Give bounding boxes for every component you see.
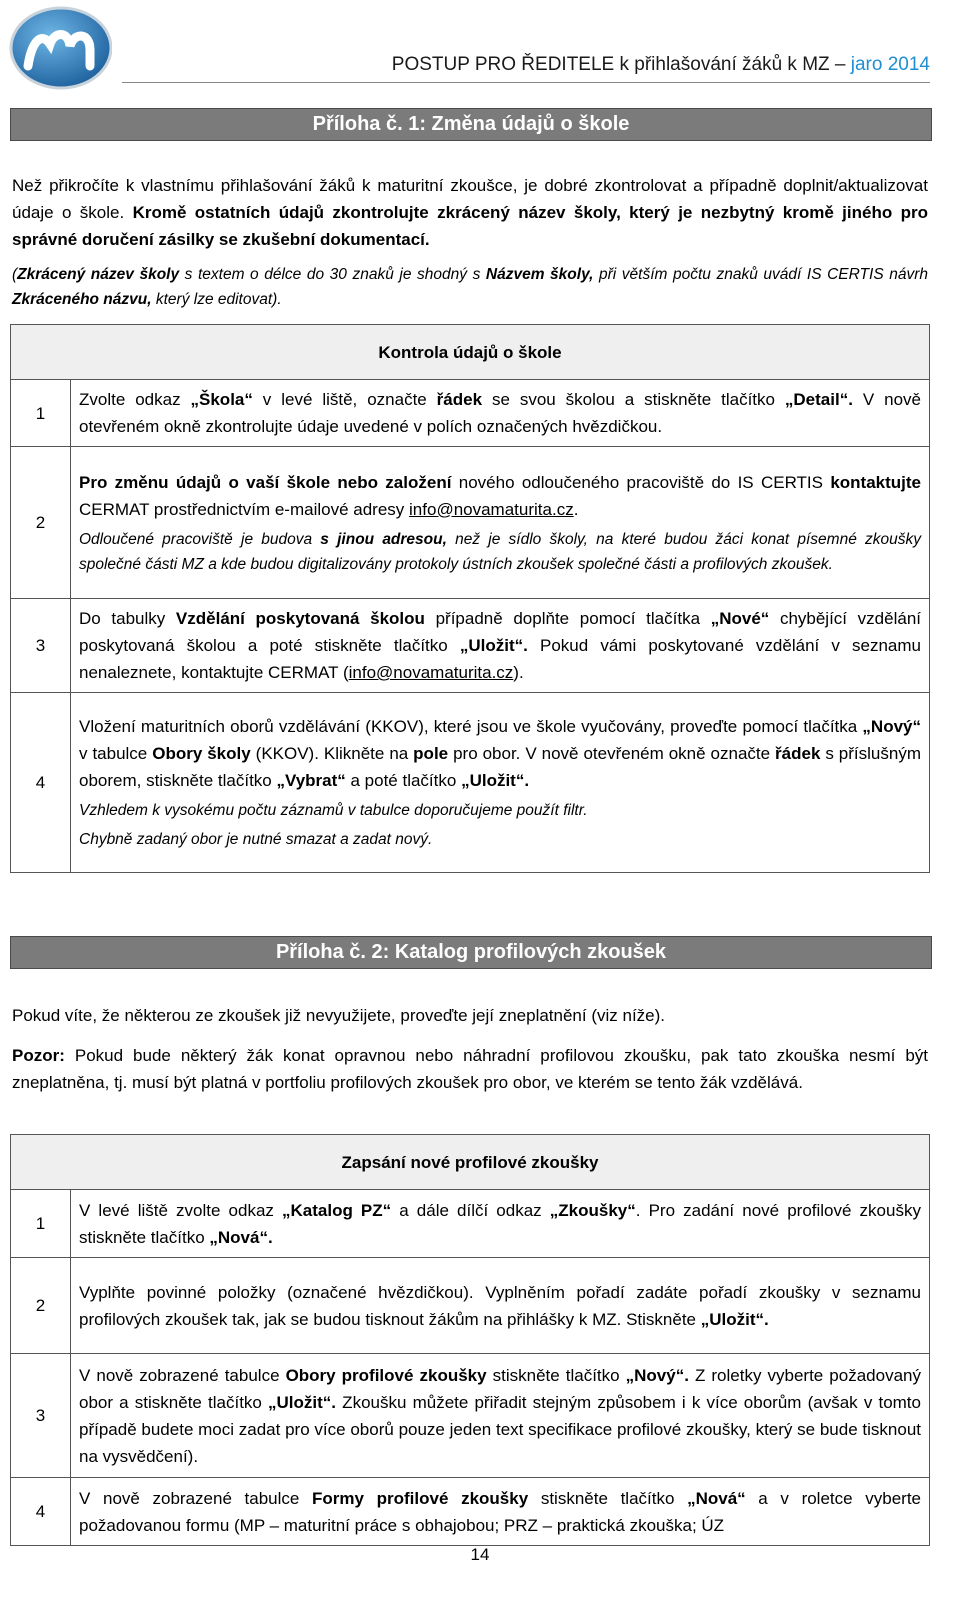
text-bold: Pro změnu údajů o vaší škole nebo založení [79, 472, 452, 492]
step-text [71, 380, 930, 447]
text-bold: „Nový“. [625, 1365, 689, 1385]
profile-exam-table-title: Zapsání nové profilové zkoušky [11, 1135, 930, 1190]
note-short-name-2: Zkráceného názvu, [12, 291, 152, 308]
step-note: Vzhledem k vysokému počtu záznamů v tabulce doporučujeme použít filtr. [79, 802, 588, 819]
text-bold: „Nová“ [687, 1488, 746, 1508]
text-bold: „Katalog PZ“ [282, 1200, 392, 1220]
text-bold: s jinou adresou, [320, 530, 447, 548]
text: Do tabulky [79, 609, 176, 628]
text: v levé liště, označte [252, 390, 437, 409]
school-check-table [10, 324, 930, 873]
text: stiskněte tlačítko [528, 1488, 688, 1508]
header-divider [122, 82, 930, 83]
warning-label: Pozor: [12, 1046, 65, 1065]
text: nového odloučeného pracoviště do IS CERTIS [451, 472, 831, 492]
text: Zkoušku můžete přiřadit stejným způsobem i k více oborům (avšak v tomto případě budete moci zadat pro více oborů pouze jeden text specifikace profilové zkoušky, který se bude tisknout na vysvědčení). [79, 1392, 921, 1466]
text-bold: Formy profilové zkoušky [312, 1488, 529, 1508]
text-bold: „Uložit“. [268, 1392, 337, 1412]
step-number: 4 [11, 1478, 71, 1546]
section1-intro [12, 172, 928, 253]
step-number: 3 [11, 599, 71, 693]
section1-banner: Příloha č. 1: Změna údajů o škole [10, 108, 932, 141]
step-text [71, 1478, 930, 1546]
section1-intro-plain: Než přikročíte k vlastnímu přihlašování žáků k maturitní zkoušce, je dobré zkontrolovat a případně doplnit/aktualizovat údaje o škole. [12, 176, 928, 222]
warning-text: Pokud bude některý žák konat opravnou nebo náhradní profilovou zkoušku, pak tato zkouška nesmí být zneplatněna, tj. musí být platná v portfoliu profilových zkoušek pro obor, ve kterém se tento žák vzdělává. [12, 1046, 928, 1092]
text: a dále dílčí odkaz [391, 1200, 550, 1220]
step-number: 2 [11, 447, 71, 599]
text-bold: řádek [436, 390, 483, 409]
table-row [11, 1478, 930, 1546]
note-school-name: Názvem školy, [485, 266, 594, 283]
step-note [79, 527, 921, 577]
note-text: při větším počtu znaků uvádí IS CERTIS návrh [593, 266, 929, 283]
table-row [11, 380, 930, 447]
text-bold: řádek [775, 744, 821, 763]
text: než je sídlo školy, na které budou žáci konat písemné zkoušky společné části MZ a kde budou digitalizovány protokoly ústních zkoušek společné části a profilových zkoušek. [79, 530, 921, 573]
text: v tabulce [79, 744, 153, 763]
text-bold: „Vybrat“ [276, 771, 346, 790]
text-bold: Obory školy [152, 744, 251, 763]
text: Z roletky vyberte požadovaný obor a stiskněte tlačítko [79, 1365, 921, 1412]
m-logo-icon [6, 4, 112, 90]
text-bold: pole [413, 744, 449, 763]
text: a poté tlačítko [345, 771, 462, 790]
text-bold: „Nový“ [862, 717, 921, 736]
text-bold: „Uložit“. [459, 636, 528, 655]
step-text [71, 693, 930, 873]
step-text [71, 1354, 930, 1478]
section1-intro-bold: Kromě ostatních údajů zkontrolujte zkrácený název školy, který je nezbytný kromě jiného pro správné doručení zásilky se zkušební dokumentací. [12, 203, 928, 249]
school-check-table-title: Kontrola údajů o škole [11, 325, 930, 380]
note-text: s textem o délce do 30 znaků je shodný s [179, 266, 486, 283]
note-open: ( [12, 266, 18, 283]
text: s příslušným oborem, stiskněte tlačítko [79, 744, 921, 790]
table-row [11, 1258, 930, 1354]
text: V levé liště zvolte odkaz [79, 1200, 282, 1220]
text: se svou školou a stiskněte tlačítko [482, 390, 785, 409]
step-paragraph [79, 713, 921, 794]
text: a v roletce vyberte požadovanou formu (MP – maturitní práce s obhajobou; PRZ – praktická zkouška; ÚZ [79, 1488, 921, 1535]
text-bold: „Nové“ [710, 609, 770, 628]
step-text [71, 447, 930, 599]
step-number: 4 [11, 693, 71, 873]
step-text [71, 599, 930, 693]
text-bold: „Uložit“. [461, 771, 530, 790]
text: CERMAT prostřednictvím e-mailové adresy [79, 499, 410, 519]
text: chybějící vzdělání poskytovaná školou a poté stiskněte tlačítko [79, 609, 922, 655]
text-bold: „Uložit“. [700, 1309, 769, 1329]
text: V nově zobrazené tabulce [79, 1488, 313, 1508]
note-text: který lze editovat). [151, 291, 282, 308]
note-short-name: Zkrácený název školy [17, 266, 180, 283]
step-number: 2 [11, 1258, 71, 1354]
email-link[interactable]: info@novamaturita.cz [409, 499, 574, 519]
table-row [11, 1190, 930, 1258]
text-bold: „Detail“. [784, 390, 853, 409]
text: případně doplňte pomocí tlačítka [424, 609, 711, 628]
text: stiskněte tlačítko [486, 1365, 626, 1385]
text-bold: „Zkoušky“ [549, 1200, 636, 1220]
text-bold: Vzdělání poskytovaná školou [175, 609, 425, 628]
header-title [392, 54, 930, 76]
text: V nově zobrazené tabulce [79, 1365, 286, 1385]
text: Zvolte odkaz [79, 390, 191, 409]
section2-warning [12, 1042, 928, 1096]
text: Odloučené pracoviště je budova [79, 530, 321, 548]
text: ). [513, 663, 524, 682]
text: Vložení maturitních oborů vzdělávání (KKOV), které jsou ve škole vyučovány, proveďte pomocí tlačítka [79, 717, 863, 736]
table-row [11, 599, 930, 693]
text-bold: „Nová“. [209, 1227, 273, 1247]
text-bold: „Škola“ [190, 390, 253, 409]
header-title-accent: jaro 2014 [850, 54, 930, 75]
text: V nově otevřeném okně zkontrolujte údaje uvedené v polích označených hvězdičkou. [79, 390, 921, 436]
step-paragraph [79, 469, 921, 523]
page-number: 14 [470, 1545, 490, 1564]
table-row [11, 693, 930, 873]
email-link[interactable]: info@novamaturita.cz [348, 663, 514, 682]
section2-intro: Pokud víte, že některou ze zkoušek již nevyužijete, proveďte její zneplatnění (viz níže). [12, 1006, 666, 1025]
step-note: Chybně zadaný obor je nutné smazat a zadat nový. [79, 831, 433, 848]
text: Pokud vámi poskytované vzdělání v seznamu nenaleznete, kontaktujte CERMAT ( [79, 636, 921, 682]
section2-banner: Příloha č. 2: Katalog profilových zkoušek [10, 936, 932, 969]
step-number: 1 [11, 1190, 71, 1258]
text: . Pro zadání nové profilové zkoušky stiskněte tlačítko [79, 1200, 921, 1247]
text: pro obor. V nově otevřeném okně označte [448, 744, 776, 763]
text-bold: kontaktujte [830, 472, 921, 492]
step-text [71, 1258, 930, 1354]
section1-note [12, 262, 928, 312]
text: Vyplňte povinné položky (označené hvězdičkou). Vyplněním pořadí zadáte pořadí zkoušky v seznamu profilových zkoušek tak, jak se budou tisknout žákům na přihlášky k MZ. Stiskněte [79, 1282, 921, 1329]
header-title-main: POSTUP PRO ŘEDITELE k přihlašování žáků k MZ – [391, 54, 851, 75]
step-number: 3 [11, 1354, 71, 1478]
text: . [573, 499, 579, 519]
table-row [11, 1354, 930, 1478]
table-row [11, 447, 930, 599]
step-text [71, 1190, 930, 1258]
step-number: 1 [11, 380, 71, 447]
text-bold: Obory profilové zkoušky [285, 1365, 487, 1385]
profile-exam-table [10, 1134, 930, 1546]
text: (KKOV). Klikněte na [250, 744, 414, 763]
